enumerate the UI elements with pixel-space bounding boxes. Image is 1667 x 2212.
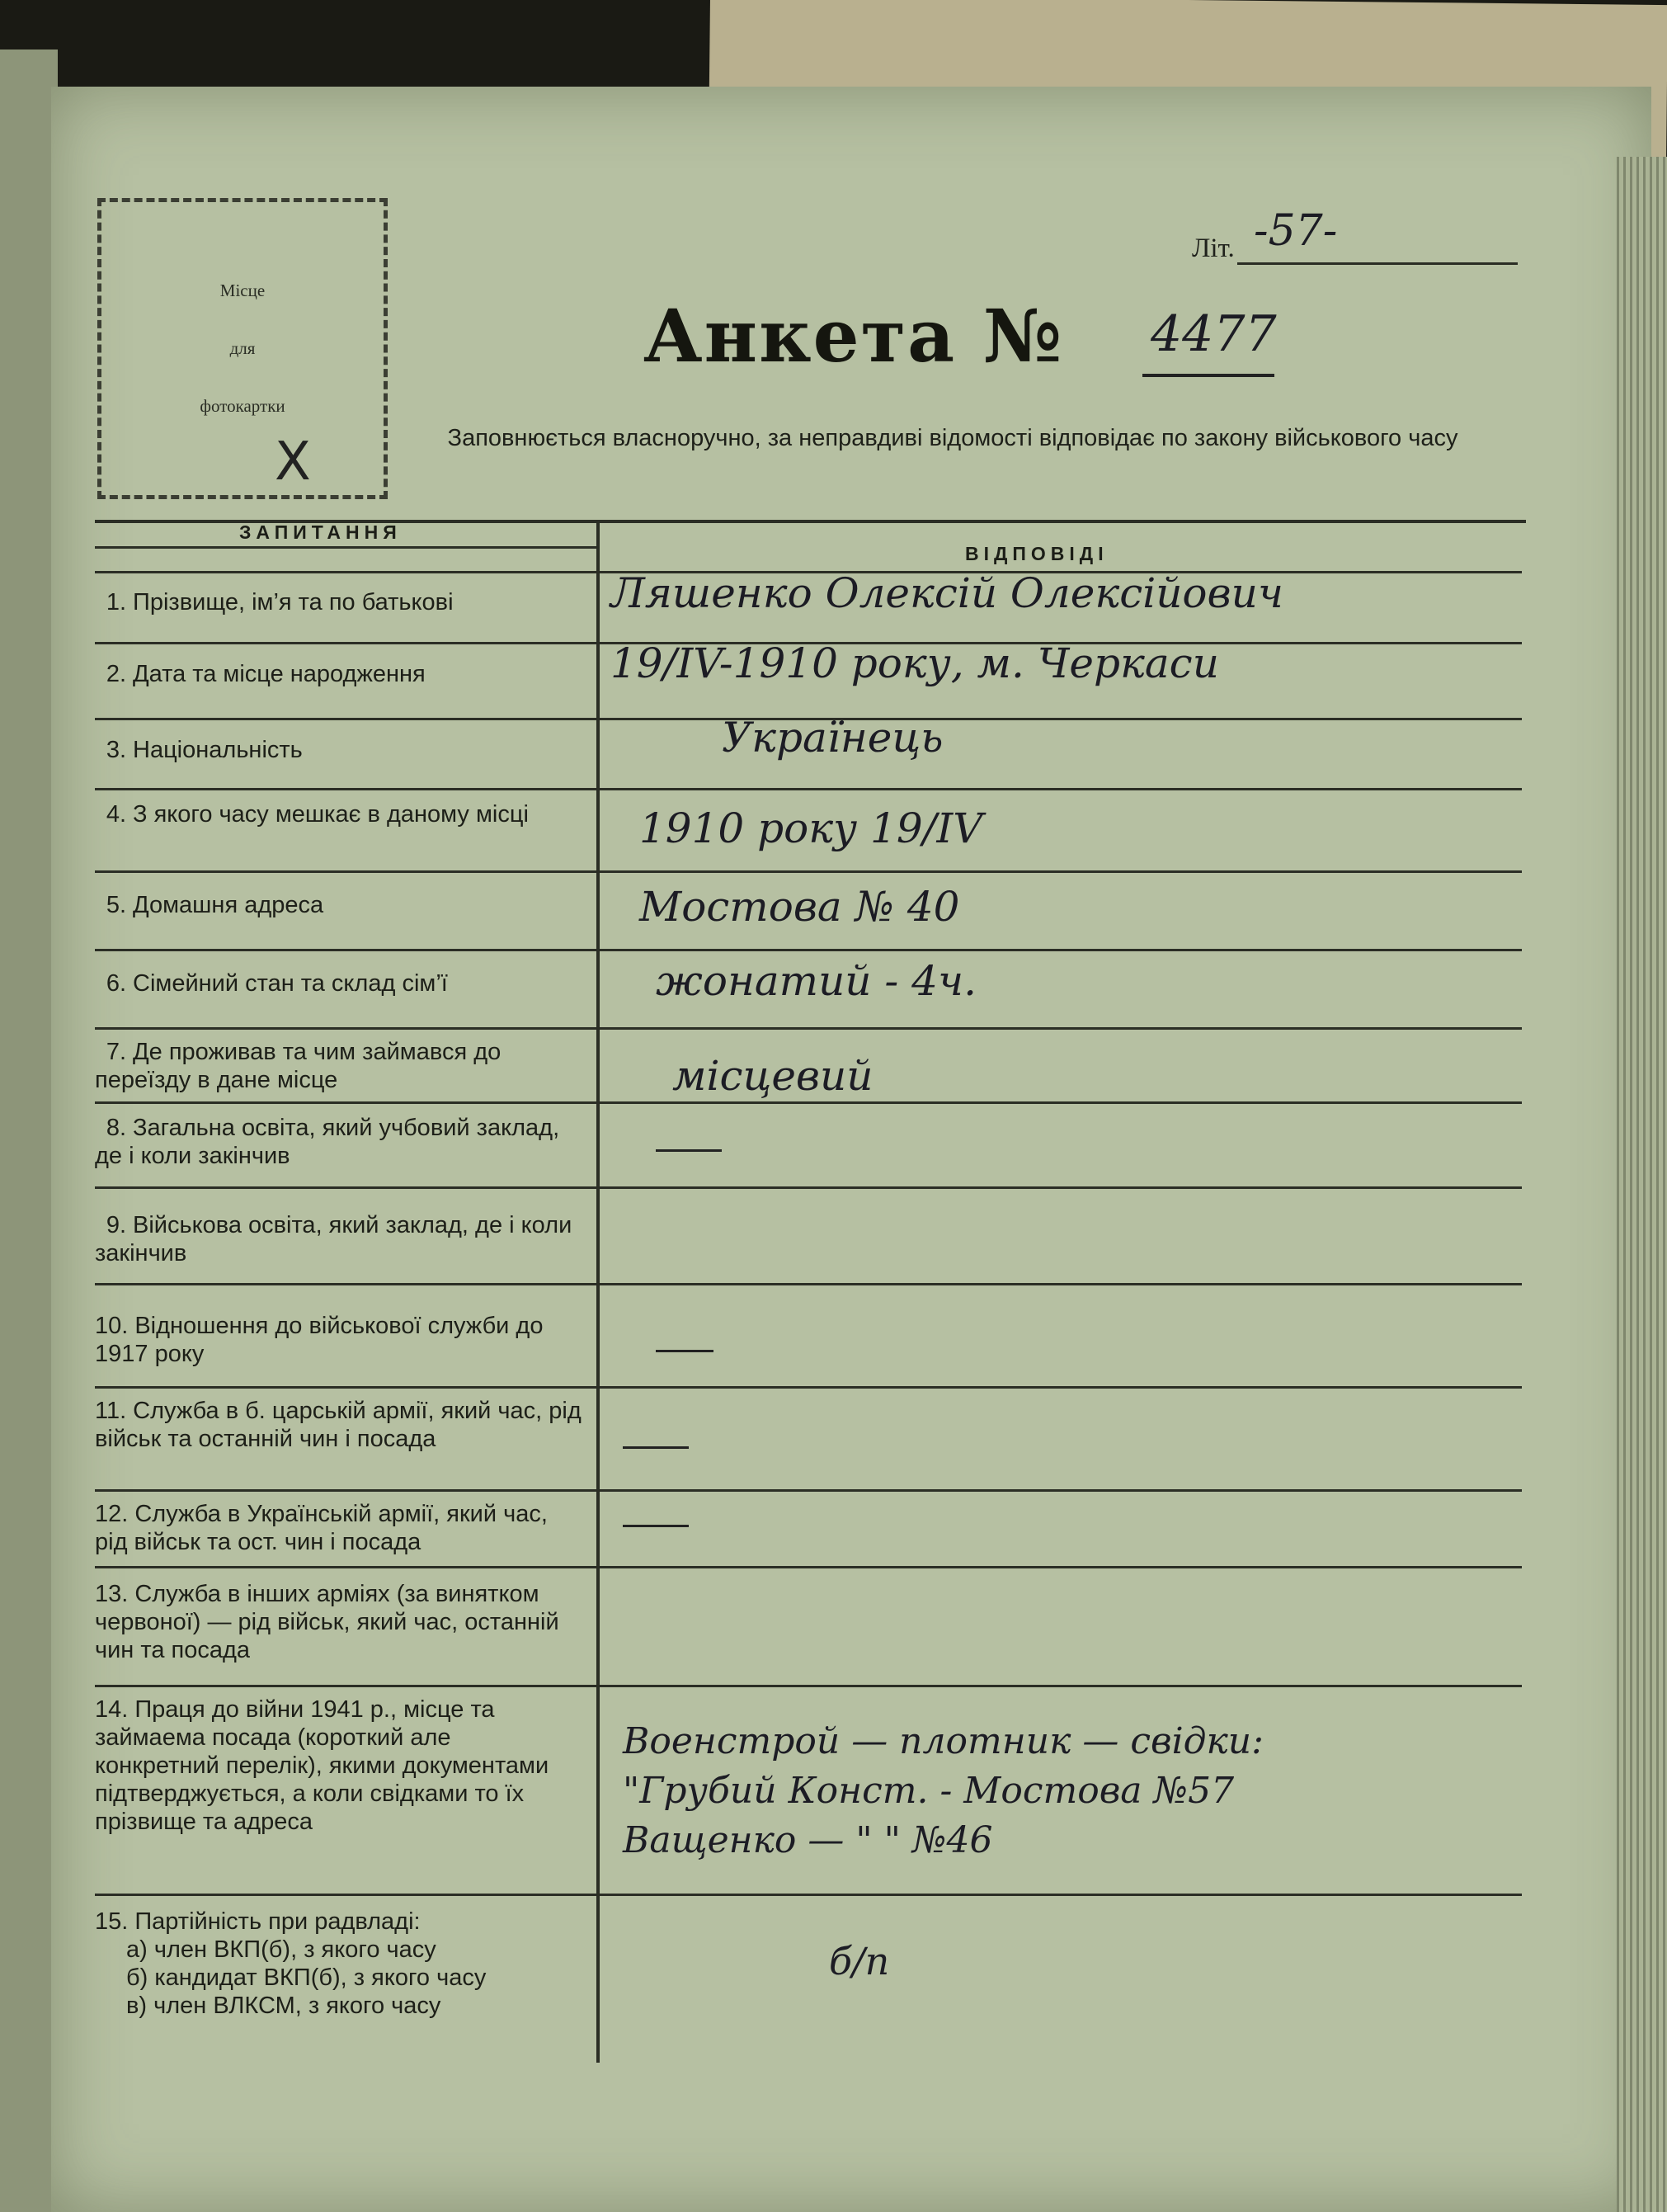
question-12: 12. Служба в Українській армії, який час, рід військ та ост. чин і посада <box>95 1501 548 1555</box>
answer-5: Мостова № 40 <box>639 883 960 931</box>
row-line-9 <box>95 1283 1522 1285</box>
page-stack-edges <box>1617 157 1667 2212</box>
question-10: 10. Відношення до військової служби до 1917 року <box>95 1313 544 1367</box>
question-7: 7. Де проживав та чим займався до переїзду в дане місце <box>95 1039 502 1093</box>
sheet-number-label: Літ. <box>1192 233 1235 263</box>
question-6: 6. Сімейний стан та склад сім’ї <box>106 970 448 997</box>
row-line-12 <box>95 1566 1522 1568</box>
question-9: 9. Військова освіта, який заклад, де і коли закінчив <box>95 1212 572 1266</box>
answer-7: місцевий <box>672 1052 874 1100</box>
answer-14-line-3: Ващенко — " " №46 <box>623 1819 993 1861</box>
answer-12-dash <box>623 1525 689 1527</box>
form-subtitle: Заповнюється власноручно, за неправдиві відомості відповідає по закону військового часу <box>447 425 1458 451</box>
question-11: 11. Служба в б. царській армії, який час, рід військ та останній чин і посада <box>95 1398 582 1452</box>
form-title: Анкета № <box>643 293 1064 379</box>
row-line-7 <box>95 1101 1522 1104</box>
row-line-13 <box>95 1685 1522 1687</box>
photo-label-3: фотокартки <box>200 396 285 416</box>
photo-cross-mark: X <box>275 432 311 493</box>
row-line-14 <box>95 1894 1522 1896</box>
sheet-number-value: -57- <box>1254 206 1338 256</box>
photo-label-1: Місце <box>219 281 266 300</box>
row-line-8 <box>95 1186 1522 1189</box>
sheet-number-line <box>1237 262 1518 265</box>
header-questions: ЗАПИТАННЯ <box>239 521 402 543</box>
row-line-10 <box>95 1386 1522 1389</box>
row-line-3 <box>95 788 1522 790</box>
question-13: 13. Служба в інших арміях (за винятком червоної) — рід військ, який час, останній чин та посада <box>95 1581 559 1663</box>
row-line-6 <box>95 1027 1522 1030</box>
form-number-underline <box>1142 374 1274 377</box>
row-line-11 <box>95 1489 1522 1492</box>
question-3: 3. Національність <box>106 737 303 763</box>
form-number: 4477 <box>1151 305 1277 363</box>
row-line-5 <box>95 949 1522 951</box>
row-line-4 <box>95 870 1522 873</box>
answer-8-dash <box>656 1149 722 1152</box>
answer-11-dash <box>623 1446 689 1449</box>
answer-2: 19/IV-1910 року, м. Черкаси <box>610 639 1219 687</box>
header-answers: ВІДПОВІДІ <box>965 543 1109 564</box>
answer-14-line-1: Военстрой — плотник — свідки: <box>623 1720 1264 1762</box>
photo-label-2: для <box>229 338 256 358</box>
answer-14-line-2: "Грубий Конст. - Мостова №57 <box>623 1770 1235 1812</box>
answer-4: 1910 року 19/IV <box>639 804 983 852</box>
question-2: 2. Дата та місце народження <box>106 661 426 687</box>
header-left-underline <box>95 546 596 549</box>
answer-3: Українець <box>722 714 944 762</box>
question-15: 15. Партійність при радвладі: а) член ВКП(б), з якого часу б) кандидат ВКП(б), з якого часу в) член ВЛКСМ, з якого часу <box>95 1908 487 2019</box>
answer-10-dash <box>656 1350 713 1352</box>
question-8: 8. Загальна освіта, який учбовий заклад, де і коли закінчив <box>95 1115 560 1169</box>
column-separator <box>596 520 600 2063</box>
question-5: 5. Домашня адреса <box>106 892 324 918</box>
photo-placeholder <box>97 198 388 499</box>
question-14: 14. Праця до війни 1941 р., місце та займаема посада (короткий але конкретний перелік), якими документами підтверджується, а коли свідками то їх прізвище та адреса <box>95 1696 549 1835</box>
answer-15: б/п <box>829 1939 890 1983</box>
question-1: 1. Прізвище, ім’я та по батькові <box>106 589 454 615</box>
answer-6: жонатий - 4ч. <box>656 957 977 1005</box>
question-4: 4. З якого часу мешкає в даному місці <box>106 801 529 828</box>
left-page-edge <box>0 50 58 2212</box>
answer-1: Ляшенко Олексій Олексійович <box>610 569 1283 617</box>
